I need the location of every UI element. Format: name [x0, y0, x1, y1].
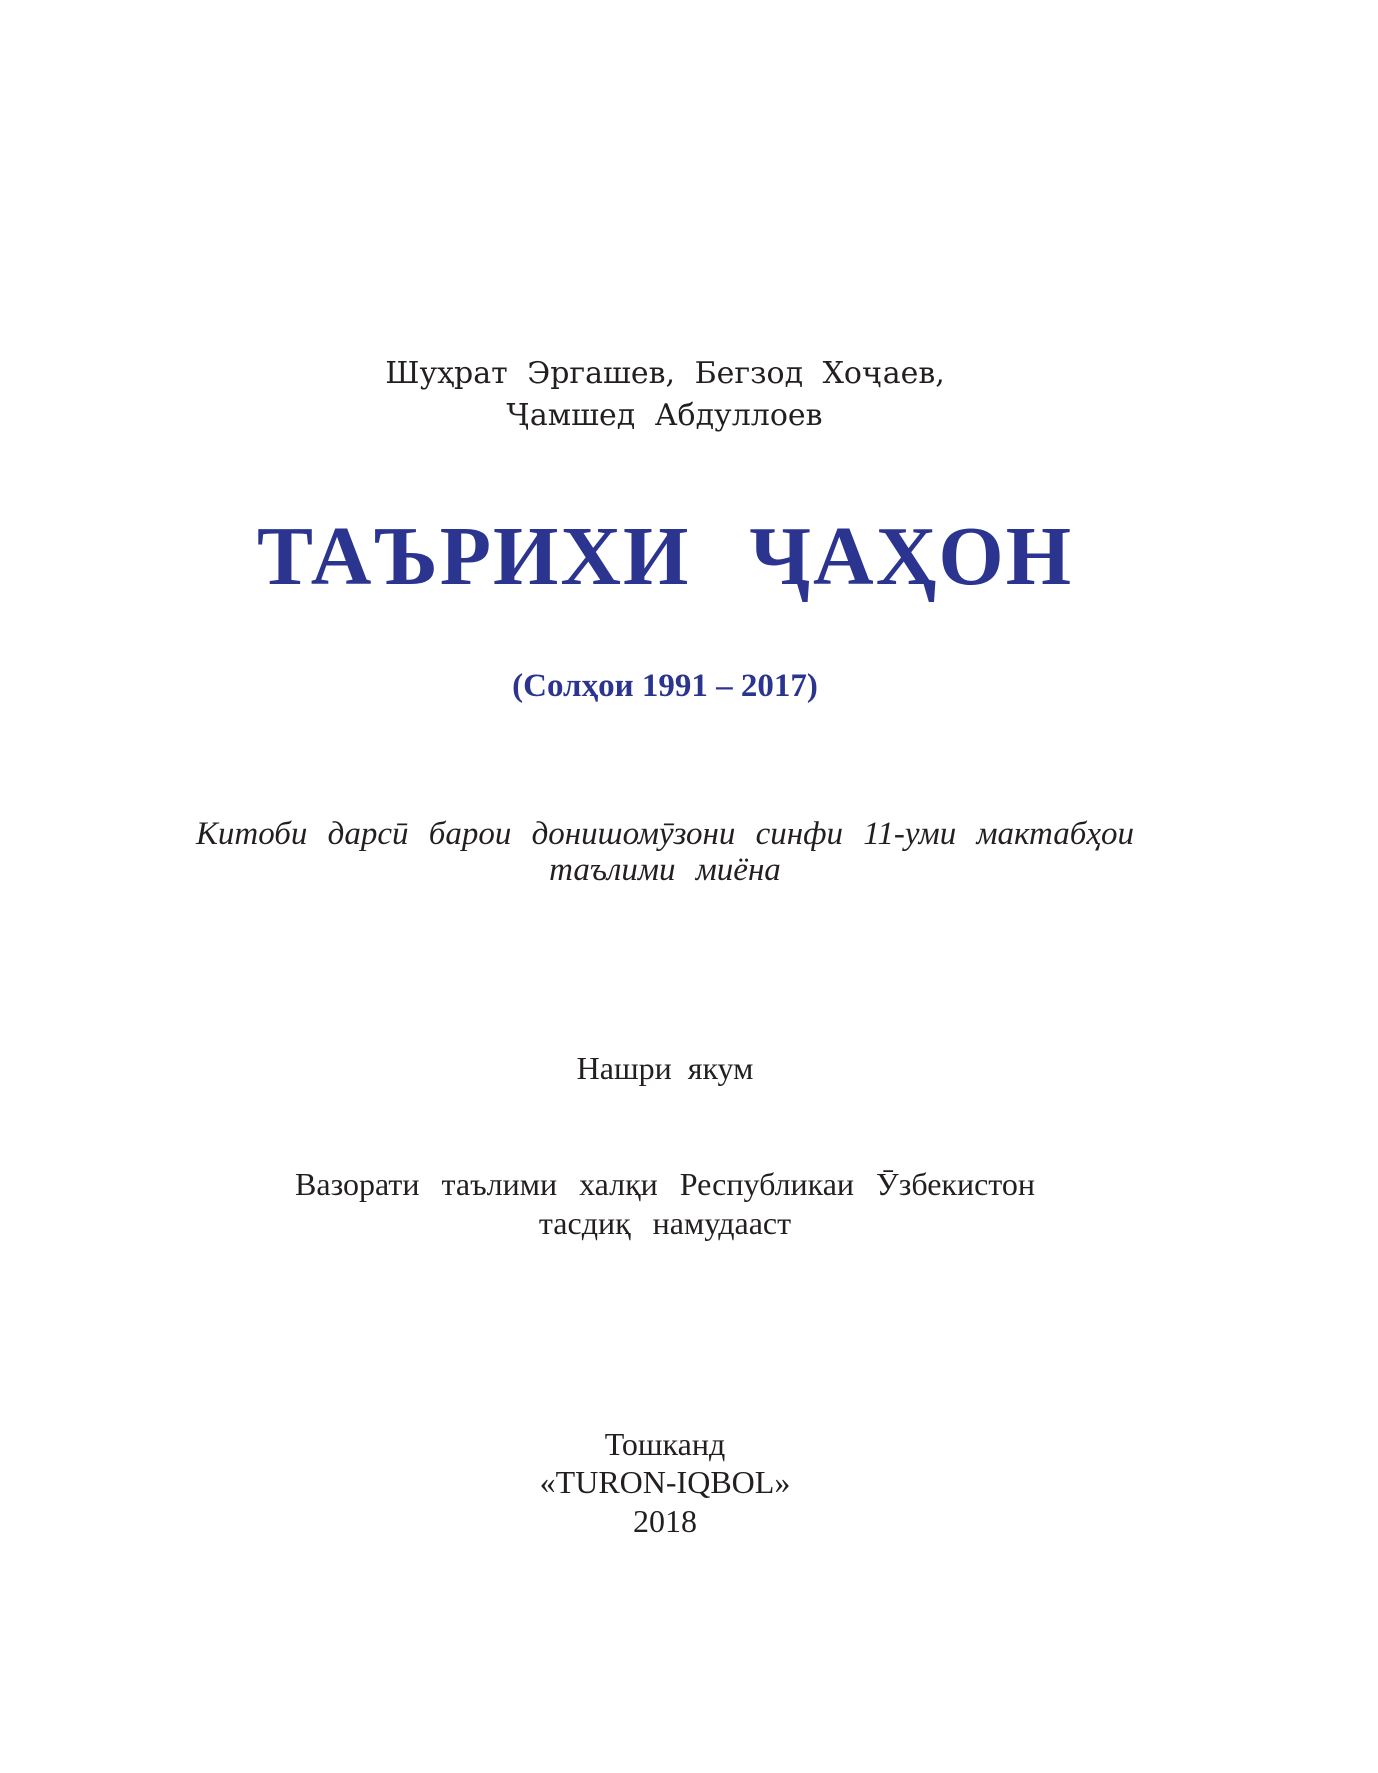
imprint-city: Тошканд — [604, 1426, 726, 1462]
description-line-1: Китоби дарсӣ барои донишомӯзони синфи 11-уми мактабҳои — [196, 816, 1134, 852]
book-subtitle: (Солҳои 1991 – 2017) — [512, 668, 818, 704]
authors-line-1: Шуҳрат Эргашев, Бегзод Хоҷаев, — [385, 356, 945, 391]
approval-line-2: тасдиқ намудааст — [538, 1205, 792, 1241]
description-line-2: таълими миёна — [549, 852, 781, 888]
imprint-year: 2018 — [633, 1503, 697, 1539]
authors-line-2: Ҷамшед Абдуллоев — [507, 398, 823, 433]
imprint-publisher: «TURON-IQBOL» — [539, 1464, 791, 1500]
book-title: ТАЪРИХИ ҶАҲОН — [256, 510, 1074, 603]
approval-line-1: Вазорати таълими халқи Республикаи Ӯзбекистон — [295, 1166, 1035, 1202]
edition-label: Нашри якум — [576, 1050, 754, 1086]
